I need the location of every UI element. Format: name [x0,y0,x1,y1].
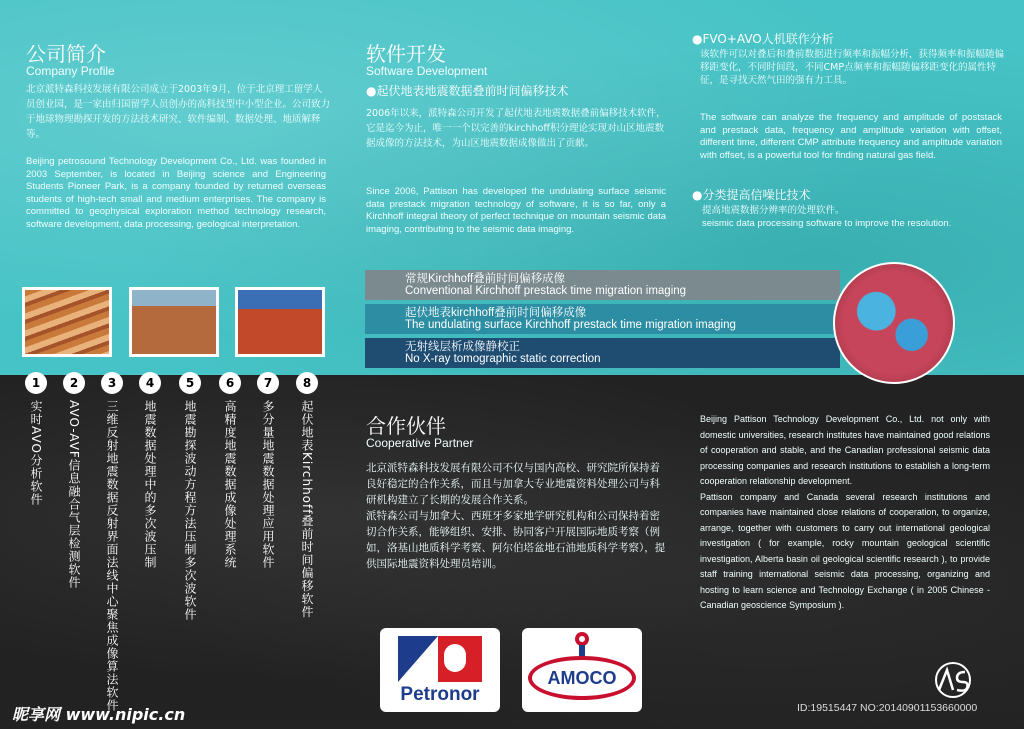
software-subtitle: Software Development [366,64,488,78]
number-badge: 3 [101,372,123,394]
vertical-item: 高精度地震数据成像处理系统 [223,400,237,569]
company-para-en: Beijing petrosound Technology Development Co., Ltd. was founded in 2003 September, is located in Beijing science and Engineering Students Pioneer Park, is a company founded by returned overseas students of high-tech small and medium enterprises. The company is committed to geophysical exploration method technology research, software development, data processing, geological interpretation. [26,156,326,230]
company-subtitle: Company Profile [26,64,115,78]
software-title: 软件开发 [366,42,446,66]
fvo-para-cn: 该软件可以对叠后和叠前数据进行频率和振幅分析，获得频率和振幅随偏移距变化，不同时间段，不同CMP点频率和振幅随偏移距变化的属性特征，是寻找天然气田的强有力工具。 [700,49,1005,86]
bar-static-correction [365,338,840,368]
partner-subtitle: Cooperative Partner [366,436,474,450]
image-id: ID:19515447 NO:20140901153660000 [797,702,978,714]
bar-static-correction-en: No X-ray tomographic static correction [405,353,601,365]
company-title: 公司简介 [26,42,106,66]
partner-title: 合作伙伴 [366,414,446,438]
bar-conventional [365,270,840,300]
number-badge: 5 [179,372,201,394]
bar-undulating-en: The undulating surface Kirchhoff prestack time migration imaging [405,319,736,331]
partner-para-cn: 北京派特森科技发展有限公司不仅与国内高校、研究院所保持着良好稳定的合作关系，而且与加拿大专业地震资料处理公司与科研机构建立了长期的发展合作关系。 派特森公司与加拿大、西班牙多家地学研究机构和公司保持着密切合作关系，能够组织、安排、协同客户开展国际地质考察（例如，洛基山地质科学考察、阿尔伯塔盆地石油地质科学考察），提供国际地震资料处理员培训。 [366,462,666,570]
number-badge: 1 [25,372,47,394]
bar-undulating [365,304,840,334]
number-badge: 2 [63,372,85,394]
partner-para-en: Beijing Pattison Technology Development Co., Ltd. not only with domestic universities, research institutes have maintained good relations of cooperation and stable, and the Canadian professional seismic data processing companies and research institutions to establish a long-term cooperation relationship development. Pattison company and Canada several research institutions and companies have maintained close relations of cooperation, to organize, arrange, together with customers to carry out international geological investigation ( for example, rocky mountain geological scientific investigation, Alberta basin oil geological scientific research ), to provide staff training international seismic data processing, organizing and hosting to learn science and Technology Exchange ( in 2005 Chinese - Canadian geoscience Symposium ). [700,414,990,610]
petronor-mark-icon [392,634,488,684]
snr-para-cn: 提高地震数据分辨率的处理软件。 [702,205,845,216]
company-para-cn: 北京派特森科技发展有限公司成立于2003年9月，位于北京理工留学人员创业园，是一家由归国留学人员创办的高科技型中小型企业。公司致力于地球物理勘探开发的方法技术研究、软件编制、数据处理、地质解释等。 [26,84,331,140]
amoco-logo [522,628,642,712]
software-para-cn: 2006年以来，派特森公司开发了起伏地表地震数据叠前偏移技术软件，它是迄今为止，唯一一个以完善的kirchhoff积分理论实现对山区地震数据成像的方法技术，为山区地震数据成像做出了贡献。 [366,108,666,149]
petronor-text: Petronor [400,684,480,705]
bar-static-correction-cn: 无射线层析成像静校正 [405,341,520,353]
vertical-item: 多分量地震数据处理应用软件 [261,400,275,569]
vertical-item: 地震数据处理中的多次波压制 [143,400,157,569]
watermark: 昵享网 www.nipic.cn [12,705,186,724]
bar-undulating-cn: 起伏地表kirchhoff叠前时间偏移成像 [405,307,587,319]
number-badge: 6 [219,372,241,394]
canyon-photo [22,287,112,357]
snr-title: ●分类提高信噪比技术 [692,188,811,202]
petronor-logo [380,628,500,712]
number-badge: 7 [257,372,279,394]
number-badge: 8 [296,372,318,394]
vertical-item: 起伏地表Kirchhoff叠前时间偏移软件 [300,400,314,619]
torch-icon [567,630,597,658]
amoco-text: AMOCO [547,668,617,688]
vertical-item: 三维反射地震数据反射界面法线中心聚焦成像算法软件 [105,400,119,712]
software-para-en: Since 2006, Pattison has developed the undulating surface seismic data prestack migration technology of software, it is so far, only a Kirchhoff integral theory of perfect technique on mountain seismic data imaging, contributing to the seismic data imaging. [366,186,666,235]
number-badge: 4 [139,372,161,394]
bar-conventional-cn: 常规Kirchhoff叠前时间偏移成像 [405,273,566,285]
seismic-image [833,262,955,384]
snr-para-en: seismic data processing software to improve the resolution. [702,218,952,229]
fvo-para-en: The software can analyze the frequency and amplitude of poststack and prestack data, frequency and amplitude variation with offset, different time, different CMP attribute frequency and amplitude variation with offset, is a powerful tool for finding natural gas field. [700,112,1002,161]
bar-conventional-en: Conventional Kirchhoff prestack time migration imaging [405,285,687,297]
software-bullet: ●起伏地表地震数据叠前时间偏移技术 [366,84,569,98]
asg-logo-icon [925,660,981,700]
vertical-item: 实时AVO分析软件 [29,400,43,506]
vertical-item: AVO-AVF信息融合气层检测软件 [67,400,81,589]
fvo-title: ●FVO+AVO人机联作分析 [692,32,834,46]
vertical-item: 地震勘探波动方程方法压制多次波软件 [183,400,197,621]
hoodoo-photo [129,287,219,357]
red-rock-photo [235,287,325,357]
